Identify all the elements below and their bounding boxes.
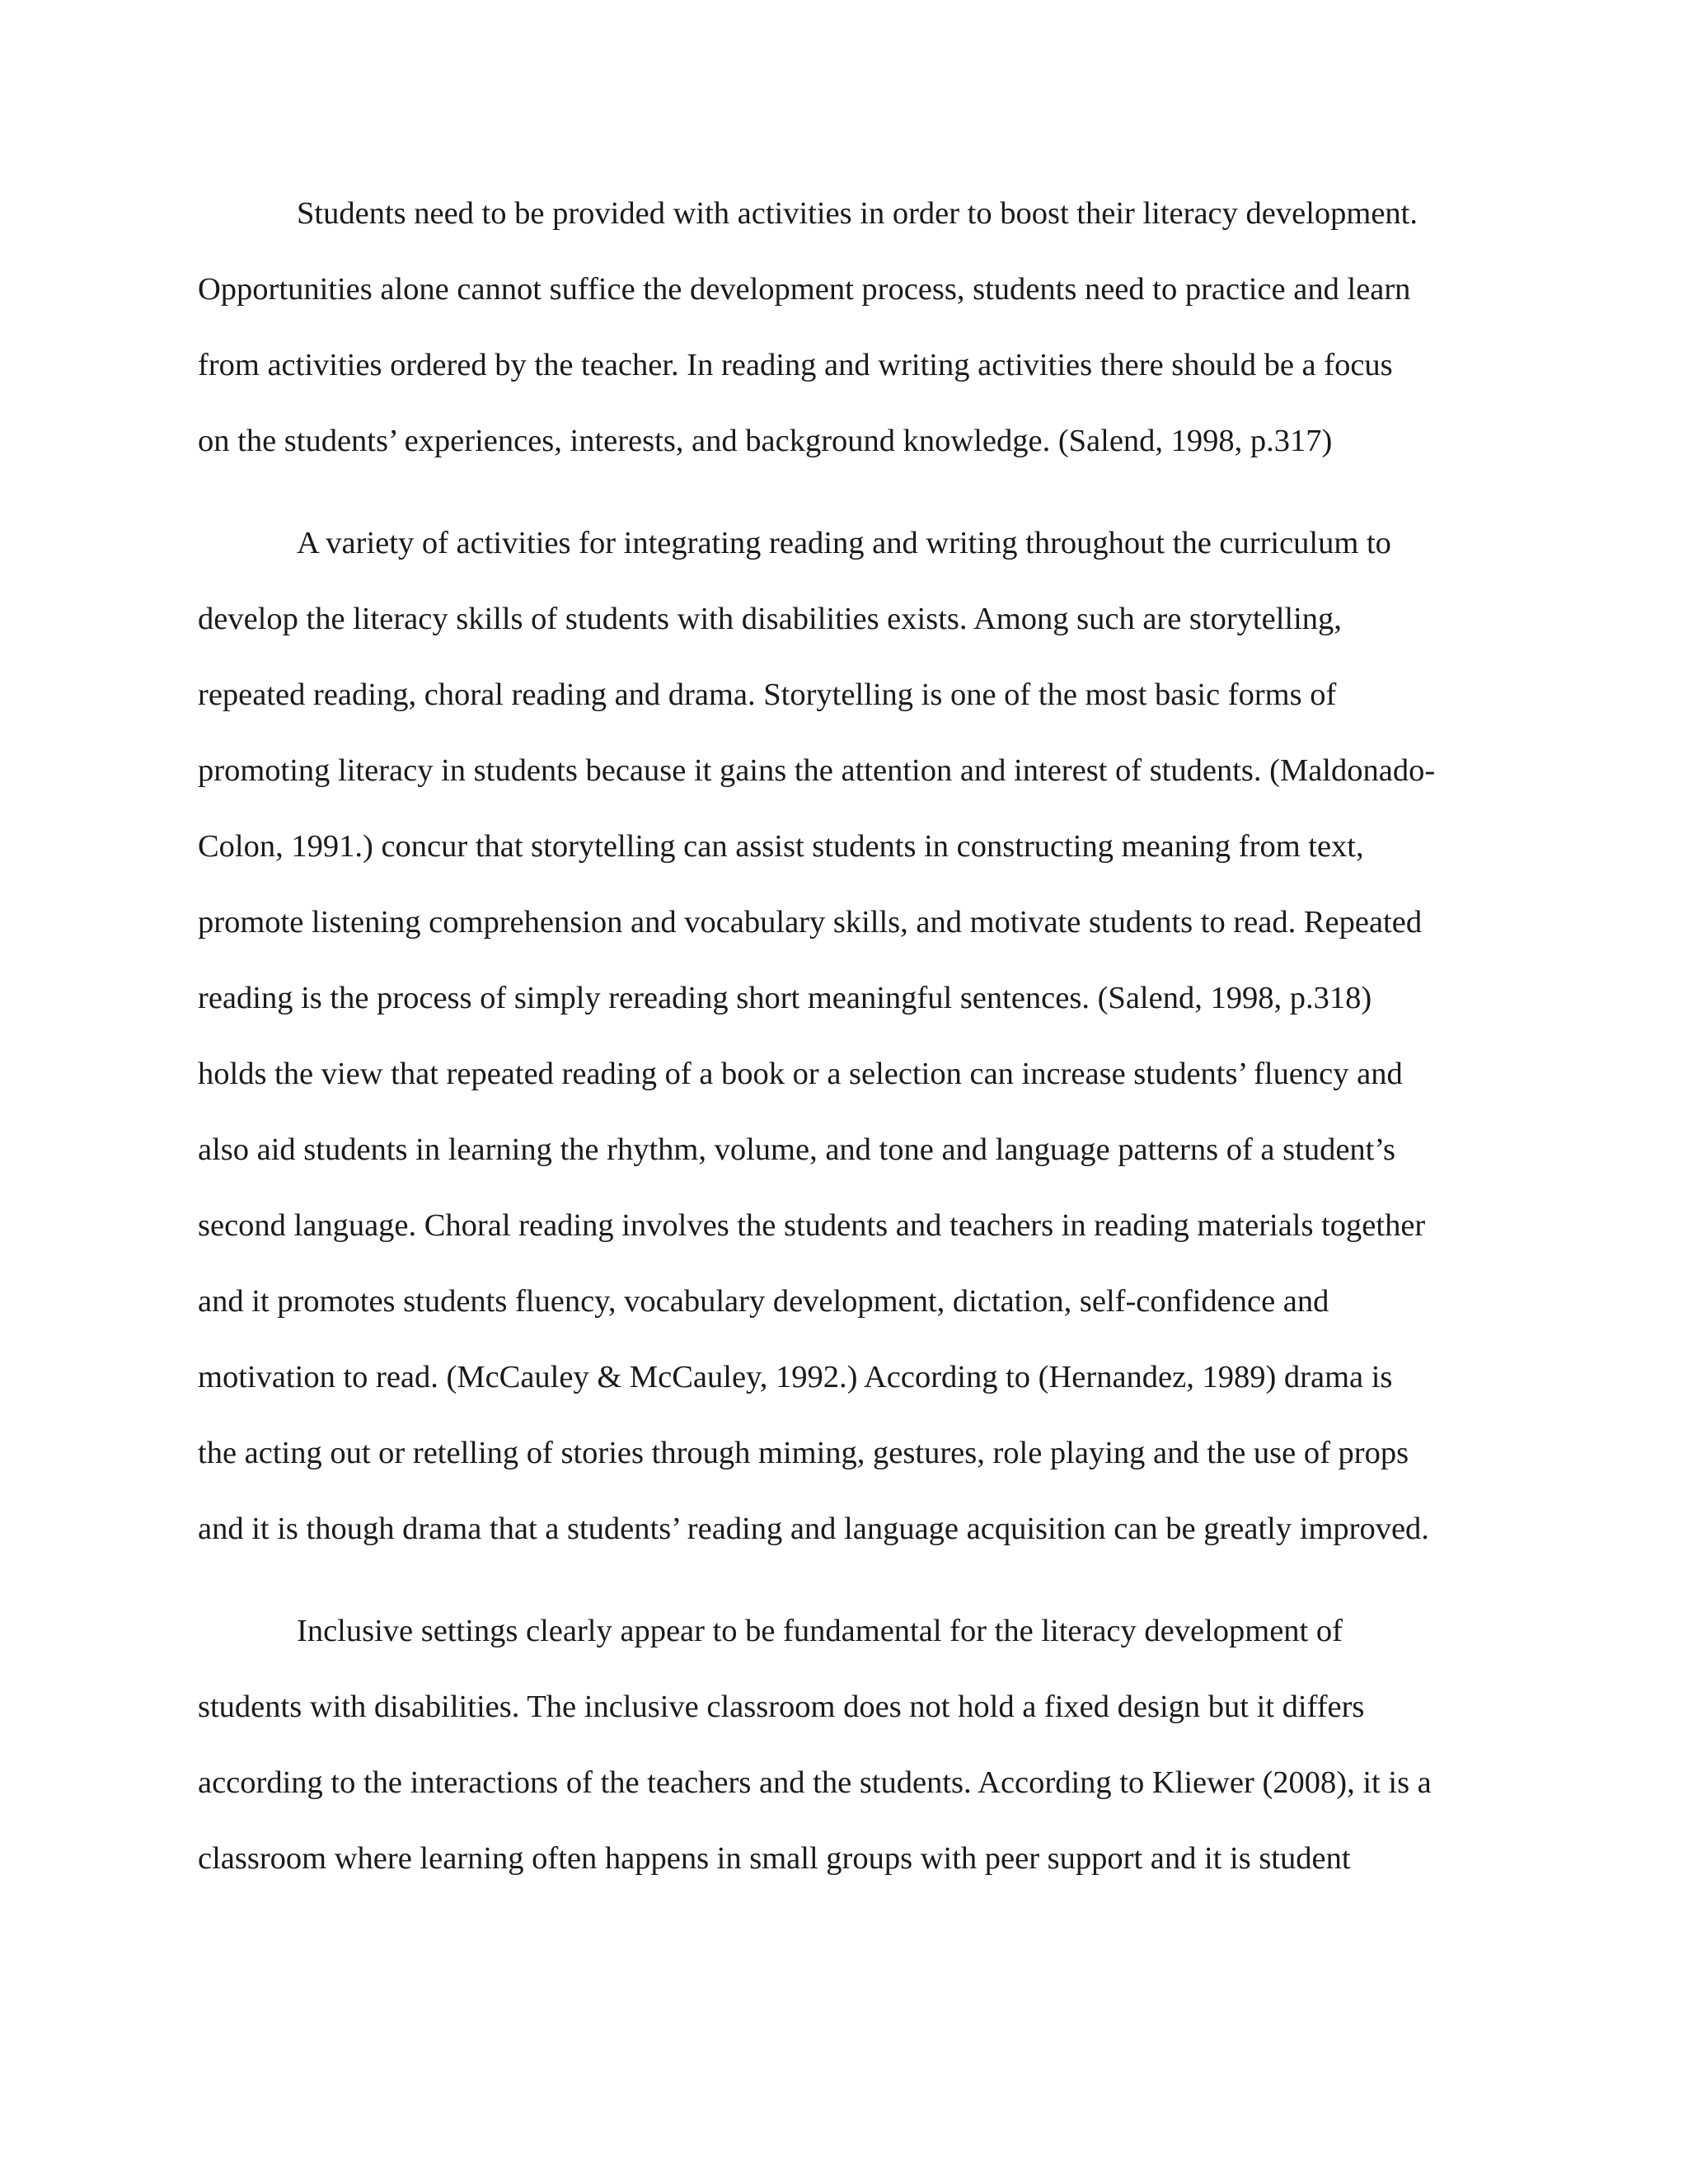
text-line: according to the interactions of the teachers and the students. According to Kliewer (2008), it is a	[198, 1765, 1432, 1800]
text-line: Opportunities alone cannot suffice the development process, students need to practice and learn	[198, 272, 1411, 307]
text-line: Colon, 1991.) concur that storytelling can assist students in constructing meaning from text,	[198, 829, 1364, 864]
text-line: reading is the process of simply rereading short meaningful sentences. (Salend, 1998, p.318)	[198, 981, 1372, 1015]
text-line: A variety of activities for integrating reading and writing throughout the curriculum to	[297, 526, 1391, 560]
text-line: promote listening comprehension and vocabulary skills, and motivate students to read. Repeated	[198, 905, 1423, 940]
paragraph-3	[198, 1606, 1490, 1910]
text-line: and it promotes students fluency, vocabulary development, dictation, self-confidence and	[198, 1284, 1329, 1319]
text-line: from activities ordered by the teacher. In reading and writing activities there should be a focus	[198, 348, 1393, 382]
text-line: Students need to be provided with activities in order to boost their literacy development.	[297, 196, 1418, 231]
paragraph-2	[198, 518, 1490, 1580]
text-line: motivation to read. (McCauley & McCauley, 1992.) According to (Hernandez, 1989) drama is	[198, 1360, 1393, 1394]
body-text	[198, 189, 1490, 1910]
text-line: and it is though drama that a students’ reading and language acquisition can be greatly improved.	[198, 1511, 1429, 1546]
text-line: second language. Choral reading involves the students and teachers in reading materials together	[198, 1208, 1426, 1243]
text-line: repeated reading, choral reading and drama. Storytelling is one of the most basic forms of	[198, 677, 1337, 712]
text-line: promoting literacy in students because it gains the attention and interest of students. (Maldonado-	[198, 753, 1436, 788]
text-line: develop the literacy skills of students with disabilities exists. Among such are storytelling,	[198, 602, 1342, 636]
text-line: holds the view that repeated reading of a book or a selection can increase students’ fluency and	[198, 1057, 1403, 1091]
paragraph-gap	[198, 492, 1490, 518]
text-line: the acting out or retelling of stories through miming, gestures, role playing and the use of props	[198, 1436, 1409, 1470]
text-line: on the students’ experiences, interests, and background knowledge. (Salend, 1998, p.317)	[198, 424, 1333, 458]
text-line: classroom where learning often happens in small groups with peer support and it is student	[198, 1841, 1351, 1876]
text-line: students with disabilities. The inclusive classroom does not hold a fixed design but it differs	[198, 1690, 1365, 1724]
paragraph-gap	[198, 1580, 1490, 1606]
text-line: Inclusive settings clearly appear to be fundamental for the literacy development of	[297, 1614, 1343, 1648]
text-line: also aid students in learning the rhythm, volume, and tone and language patterns of a student’s	[198, 1132, 1396, 1167]
paragraph-1	[198, 189, 1490, 492]
